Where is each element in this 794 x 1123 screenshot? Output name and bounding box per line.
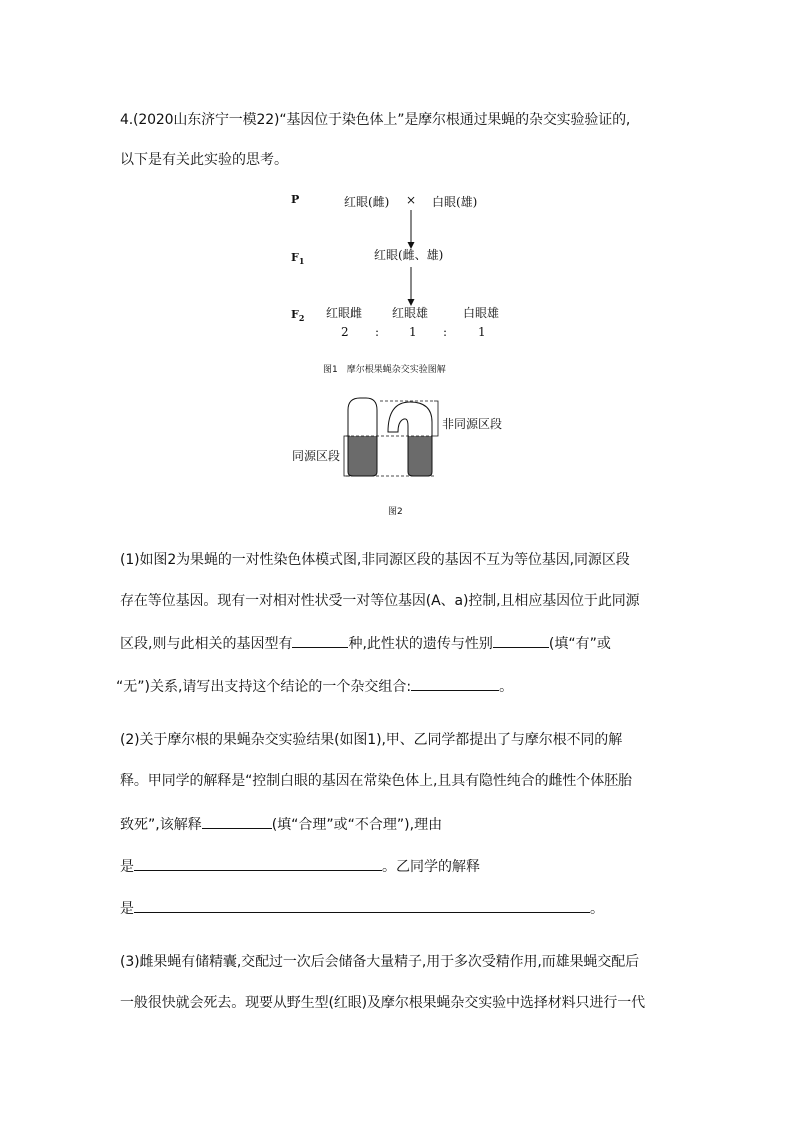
x-homologous-shading	[348, 436, 377, 476]
part2-line-3: 致死”,该解释 (填“合理”或“不合理”),理由	[120, 814, 442, 834]
part1-line-4: “无”)关系,请写出支持这个结论的一个杂交组合: 。	[116, 676, 513, 696]
generation-f1-label: $F_1$	[291, 251, 305, 267]
part2-line-2: 释。甲同学的解释是“控制白眼的基因在常染色体上,且具有隐性纯合的雌性个体胚胎	[120, 773, 632, 789]
figure-1-caption: 图1 摩尔根果蝇杂交实验图解	[323, 365, 446, 375]
sex-linkage-blank[interactable]	[493, 633, 549, 648]
p-white-eye-male: 白眼(雄)	[432, 195, 478, 209]
generation-f2-label: $F_2$	[291, 308, 305, 324]
part1-line-1: (1)如图2为果蝇的一对性染色体模式图,非同源区段的基因不互为等位基因,同源区段	[120, 552, 630, 568]
f2-red-eye-male: 红眼雄	[392, 306, 429, 320]
cross-symbol: ×	[406, 193, 417, 207]
f1-offspring: 红眼(雌、雄)	[374, 248, 444, 262]
homologous-region-label: 同源区段	[292, 449, 341, 463]
reason-blank[interactable]	[134, 856, 382, 871]
student-b-explanation-blank[interactable]	[134, 898, 590, 913]
generation-p-label: P	[291, 193, 300, 206]
part1-line-3: 区段,则与此相关的基因型有 种,此性状的遗传与性别 (填“有”或	[120, 633, 611, 653]
ratio-colon-2: :	[443, 325, 448, 339]
figure-2-caption: 图2	[388, 507, 403, 517]
part2-line-1: (2)关于摩尔根的果蝇杂交实验结果(如图1),甲、乙同学都提出了与摩尔根不同的解	[120, 732, 623, 748]
part2-line-4: 是 。乙同学的解释	[120, 856, 480, 876]
cross-combination-blank[interactable]	[411, 676, 499, 691]
nonhomologous-bracket	[434, 401, 438, 436]
part3-line-2: 一般很快就会死去。现要从野生型(红眼)及摩尔根果蝇杂交实验中选择材料只进行一代	[120, 995, 646, 1011]
part1-line-2: 存在等位基因。现有一对相对性状受一对等位基因(A、a)控制,且相应基因位于此同源	[120, 593, 640, 609]
question-line-2: 以下是有关此实验的思考。	[120, 152, 288, 168]
ratio-value-2: 2	[341, 325, 349, 339]
ratio-value-1a: 1	[409, 325, 417, 339]
ratio-colon-1: :	[375, 325, 380, 339]
part2-line-5: 是 。	[120, 898, 604, 918]
sex-chromosome-diagram	[330, 392, 445, 482]
f2-red-eye-female: 红眼雌	[326, 306, 363, 320]
reasonable-judgment-blank[interactable]	[202, 814, 272, 829]
y-homologous-shading	[408, 436, 432, 476]
f2-white-eye-male: 白眼雄	[463, 306, 500, 320]
p-red-eye-female: 红眼(雌)	[344, 195, 390, 209]
genotype-count-blank[interactable]	[292, 633, 348, 648]
nonhomologous-region-label: 非同源区段	[442, 417, 503, 431]
ratio-value-1b: 1	[478, 325, 486, 339]
part3-line-1: (3)雌果蝇有储精囊,交配过一次后会储备大量精子,用于多次受精作用,而雄果蝇交配后	[120, 954, 640, 970]
question-line-1: 4.(2020山东济宁一模22)“基因位于染色体上”是摩尔根通过果蝇的杂交实验验证的,	[120, 112, 631, 128]
